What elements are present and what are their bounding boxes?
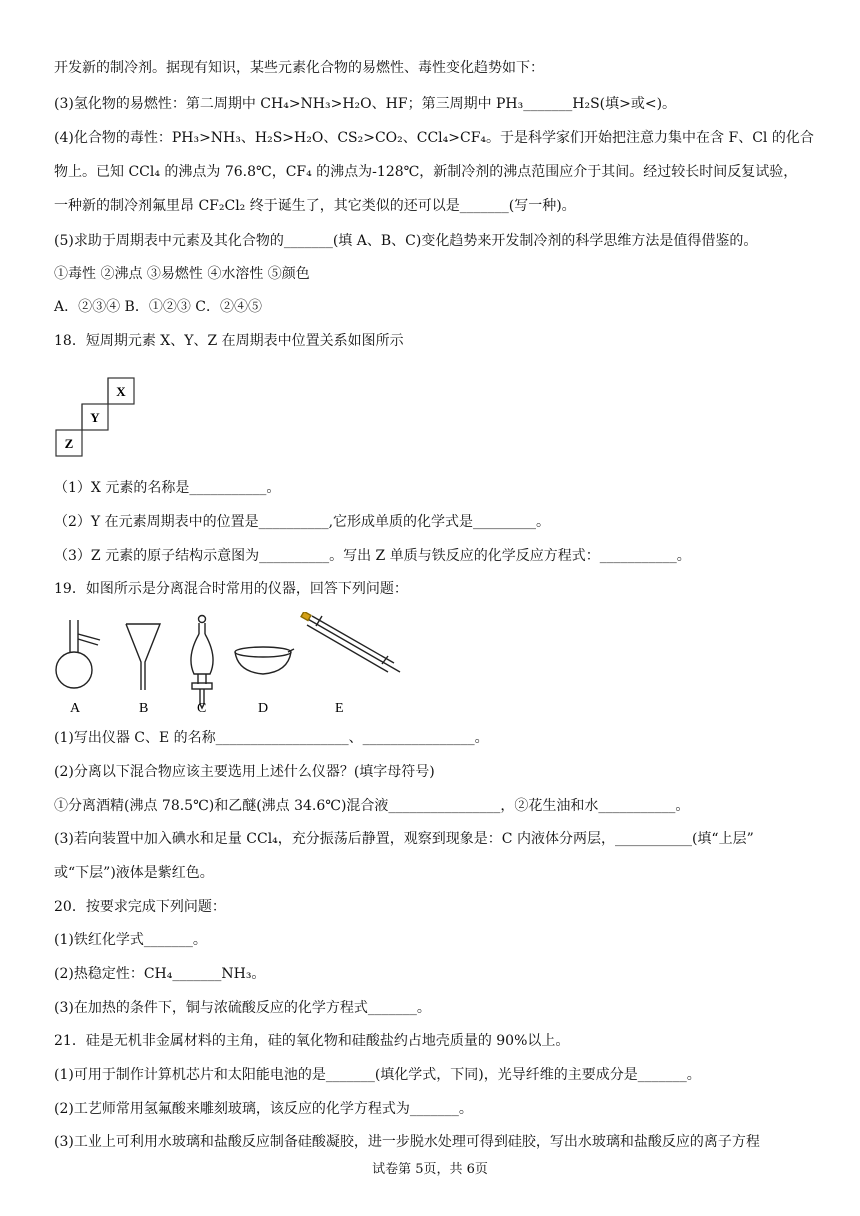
question-21-part-3: (3)工业上可利用水玻璃和盐酸反应制备硅酸凝胶，进一步脱水处理可得到硅胶，写出水玻璃和盐酸反应的离子方程 [54,1134,760,1150]
label-b: B [139,701,149,716]
question-17-part-4: (4)化合物的毒性：PH₃>NH₃、H₂S>H₂O、CS₂>CO₂、CCl₄>CF₄。于是科学家们开始把注意力集中在含 F、Cl 的化合 [54,130,814,146]
question-20-part-1: (1)铁红化学式_______。 [54,932,207,948]
cell-y-label: Y [90,410,100,425]
question-19-part-1: (1)写出仪器 C、E 的名称___________________、________________。 [54,730,489,746]
question-20-title: 20．按要求完成下列问题： [54,899,226,915]
distillation-flask-icon [56,620,100,688]
cell-z-label: Z [64,436,74,451]
answer-choices: A．②③④ B．①②③ C．②④⑤ [54,299,263,315]
question-20-part-2: (2)热稳定性：CH₄_______NH₃。 [54,966,266,982]
label-d: D [258,701,269,716]
text-line: 物上。已知 CCl₄ 的沸点为 76.8℃，CF₄ 的沸点为-128℃，新制冷剂的沸点范围应介于其间。经过较长时间反复试验， [54,164,798,180]
label-c: C [197,701,207,716]
option-list: ①毒性 ②沸点 ③易燃性 ④水溶性 ⑤颜色 [54,266,310,282]
label-e: E [335,701,344,716]
question-19-part-2: (2)分离以下混合物应该主要选用上述什么仪器？(填字母符号) [54,764,435,780]
periodic-position-figure [52,370,142,460]
evaporating-dish-icon [235,647,294,674]
cell-x-label: X [116,384,126,399]
question-21-part-1: (1)可用于制作计算机芯片和太阳能电池的是_______(填化学式，下同)，光导纤维的主要成分是_______。 [54,1067,701,1083]
funnel-icon [126,624,160,690]
label-a: A [70,701,81,716]
question-18-part-1: （1）X 元素的名称是___________。 [54,480,281,496]
text-line: 一种新的制冷剂氟里昂 CF₂Cl₂ 终于诞生了，其它类似的还可以是_______(写一种)。 [54,198,576,214]
text-line: ①分离酒精(沸点 78.5℃)和乙醚(沸点 34.6℃)混合液________________，②花生油和水___________。 [54,798,690,814]
question-19-part-3: (3)若向装置中加入碘水和足量 CCl₄，充分振荡后静置，观察到现象是：C 内液体分两层，___________(填“上层” [54,831,754,847]
apparatus-figure [48,612,408,722]
question-18-part-3: （3）Z 元素的原子结构示意图为__________。写出 Z 单质与铁反应的化学反应方程式：___________。 [54,548,691,564]
question-18-title: 18．短周期元素 X、Y、Z 在周期表中位置关系如图所示 [54,333,404,349]
text-line: 或“下层”)液体是紫红色。 [54,865,214,881]
page-footer: 试卷第 5页，共 6页 [372,1162,488,1177]
separatory-funnel-icon [191,616,213,709]
question-19-title: 19．如图所示是分离混合时常用的仪器，回答下列问题： [54,581,408,597]
question-17-part-3: (3)氢化物的易燃性：第二周期中 CH₄>NH₃>H₂O、HF；第三周期中 PH₃_______H₂S(填>或<)。 [54,96,677,112]
question-17-part-5: (5)求助于周期表中元素及其化合物的_______(填 A、B、C)变化趋势来开发制冷剂的科学思维方法是值得借鉴的。 [54,233,758,249]
question-21-title: 21．硅是无机非金属材料的主角，硅的氧化物和硅酸盐约占地壳质量的 90%以上。 [54,1033,570,1049]
condenser-icon [301,612,400,672]
text-line: 开发新的制冷剂。据现有知识，某些元素化合物的易燃性、毒性变化趋势如下： [54,60,544,76]
question-18-part-2: （2）Y 在元素周期表中的位置是__________,它形成单质的化学式是_________。 [54,514,551,530]
question-20-part-3: (3)在加热的条件下，铜与浓硫酸反应的化学方程式_______。 [54,1000,431,1016]
question-21-part-2: (2)工艺师常用氢氟酸来雕刻玻璃，该反应的化学方程式为_______。 [54,1101,473,1117]
